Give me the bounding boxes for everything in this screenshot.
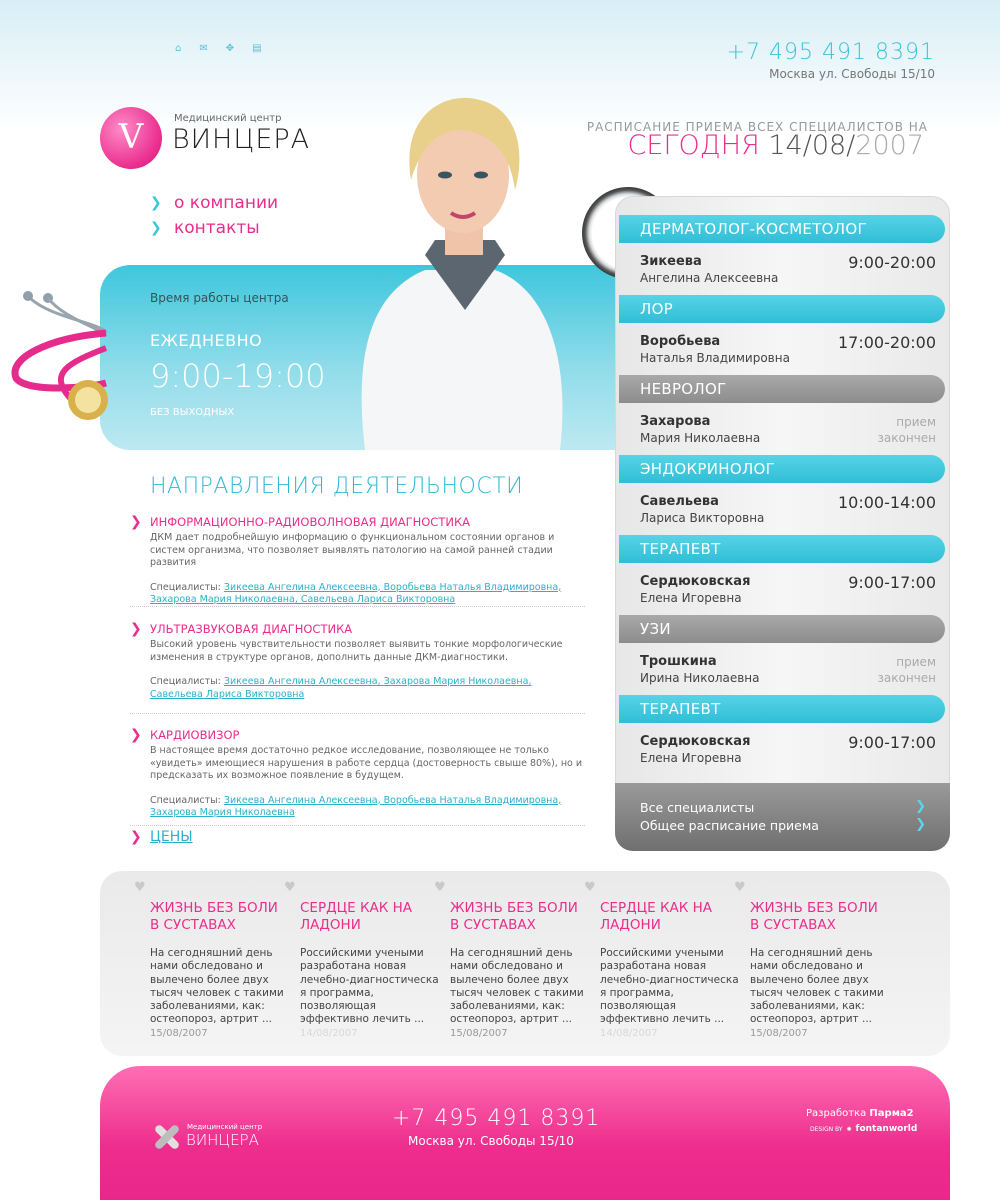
news-item [734, 880, 890, 1039]
direction-specialists [150, 676, 585, 701]
news-title[interactable]: ЖИЗНЬ БЕЗ БОЛИ В СУСТАВАХ [450, 900, 578, 933]
doctor-hours: 10:00-14:00 [838, 493, 936, 512]
schedule-row [619, 615, 945, 695]
news-title[interactable]: СЕРДЦЕ КАК НА ЛАДОНИ [600, 900, 713, 933]
direction-description: Высокий уровень чувствительности позволяет выявить тонкие морфологические изменения в структуре органов, дополнить данные ДКМ-диагностики. [150, 639, 563, 663]
doctor-given-name: Елена Игоревна [640, 591, 742, 605]
arrow-right-icon: ❯ [130, 727, 142, 743]
footer-address: Москва ул. Свободы 15/10 [408, 1134, 574, 1148]
design-brand-link[interactable]: fontanworld [855, 1124, 918, 1134]
arrow-right-icon: ❯ [130, 621, 142, 637]
specialty-bar[interactable]: ЭНДОКРИНОЛОГ [619, 455, 945, 483]
news-date: 14/08/2007 [300, 1027, 358, 1039]
doctor-surname[interactable]: Савельева [640, 494, 719, 509]
schedule-row [619, 295, 945, 375]
doctor-hours: 9:00-17:00 [848, 573, 936, 592]
working-hours-time: 9:00-19:00 [150, 357, 326, 395]
stethoscope-icon [8, 288, 108, 428]
schedule-row [619, 455, 945, 535]
arrow-right-icon: ❯ [130, 514, 142, 530]
status-line: прием [896, 655, 936, 669]
news-text: На сегодняшний день нами обследовано и вылечено более двух тысяч человек с такими заболеваниями, как: остеопороз, артрит ... [150, 947, 284, 1026]
doctor-status [846, 654, 936, 686]
design-by-label: DESIGN BY [810, 1125, 843, 1133]
news-item [284, 880, 440, 1039]
arrow-right-icon[interactable]: ❯ [915, 799, 926, 814]
schedule-row [619, 535, 945, 615]
schedule-date [628, 130, 924, 161]
specialty-bar[interactable]: ТЕРАПЕВТ [619, 695, 945, 723]
developer-link[interactable]: Парма2 [869, 1108, 914, 1119]
top-icons [175, 43, 262, 55]
specialists-label: Специалисты: [150, 581, 221, 593]
news-text: На сегодняшний день нами обследовано и вылечено более двух тысяч человек с такими заболеваниями, как: остеопороз, артрит ... [450, 947, 584, 1026]
specialty-bar[interactable]: ТЕРАПЕВТ [619, 535, 945, 563]
doctor-surname[interactable]: Зикеева [640, 254, 702, 269]
specialists-label: Специалисты: [150, 794, 221, 806]
divider [130, 825, 585, 826]
direction-name[interactable]: ИНФОРМАЦИОННО-РАДИОВОЛНОВАЯ ДИАГНОСТИКА [150, 515, 470, 529]
specialty-bar[interactable]: ЛОР [619, 295, 945, 323]
nav-item-about[interactable] [150, 190, 278, 215]
developer-credit [806, 1108, 914, 1119]
working-hours-note: БЕЗ ВЫХОДНЫХ [150, 407, 235, 418]
arrow-right-icon[interactable]: ❯ [915, 817, 926, 832]
status-line: закончен [877, 431, 936, 445]
design-credit [810, 1124, 917, 1134]
doctor-surname[interactable]: Трошкина [640, 654, 717, 669]
doctor-given-name: Елена Игоревна [640, 751, 742, 765]
footer-logo-subtitle: Медицинский центр [187, 1123, 263, 1131]
prices-item [130, 829, 193, 845]
logo-name[interactable]: ВИНЦЕРА [172, 124, 311, 155]
doctor-surname[interactable]: Воробьева [640, 334, 721, 349]
schedule-today: СЕГОДНЯ [627, 130, 760, 161]
schedule-date-year: 2007 [855, 130, 924, 161]
doctor-surname[interactable]: Сердюковская [640, 734, 751, 749]
heart-icon: ♥ [434, 880, 446, 895]
header-phone: +7 495 491 8391 [726, 40, 935, 65]
doctor-status [846, 414, 936, 446]
doctor-hours: 9:00-20:00 [848, 253, 936, 272]
header-address: Москва ул. Свободы 15/10 [769, 67, 935, 81]
general-schedule-link[interactable]: Общее расписание приема [640, 818, 819, 833]
footer-logo-name[interactable]: ВИНЦЕРА [186, 1131, 259, 1149]
nav-label: контакты [174, 217, 260, 238]
schedule-row [619, 215, 945, 295]
specialty-bar[interactable]: НЕВРОЛОГ [619, 375, 945, 403]
logo-mark[interactable]: V [100, 107, 162, 169]
all-specialists-link[interactable]: Все специалисты [640, 800, 755, 815]
news-date: 14/08/2007 [600, 1027, 658, 1039]
news-item [134, 880, 290, 1039]
direction-specialists [150, 582, 585, 607]
direction-name[interactable]: УЛЬТРАЗВУКОВАЯ ДИАГНОСТИКА [150, 622, 353, 636]
doctor-hours: 17:00-20:00 [838, 333, 936, 352]
direction-item [130, 514, 585, 607]
footer-phone: +7 495 491 8391 [392, 1106, 601, 1131]
news-title[interactable]: ЖИЗНЬ БЕЗ БОЛИ В СУСТАВАХ [750, 900, 878, 933]
directions-title: НАПРАВЛЕНИЯ ДЕЯТЕЛЬНОСТИ [150, 474, 524, 499]
specialists-link[interactable]: Зикеева Ангелина Алексеевна, Захарова Мария Николаевна, Савельева Лариса Викторовна [150, 676, 532, 700]
header-contacts [727, 40, 935, 81]
news-date: 15/08/2007 [750, 1027, 808, 1039]
arrow-right-icon: ❯ [150, 194, 162, 211]
nav-label: о компании [174, 192, 279, 213]
doctor-photo [345, 95, 575, 450]
doctor-given-name: Лариса Викторовна [640, 511, 765, 525]
specialists-label: Специалисты: [150, 676, 221, 687]
doctor-surname[interactable]: Сердюковская [640, 574, 751, 589]
specialists-link[interactable]: Зикеева Ангелина Алексеевна, Воробьева Наталья Владимировна, Захарова Мария Николаевна, Савельева Лариса Викторовна [150, 581, 562, 605]
heart-icon: ♥ [734, 880, 746, 895]
divider [130, 606, 585, 607]
news-item [434, 880, 590, 1039]
specialists-link[interactable]: Зикеева Ангелина Алексеевна, Воробьева Наталья Владимировна, Захарова Мария Николаевна [150, 794, 562, 818]
news-item [584, 880, 740, 1039]
working-hours-daily: ЕЖЕДНЕВНО [150, 331, 263, 350]
heart-icon: ♥ [284, 880, 296, 895]
doctor-given-name: Мария Николаевна [640, 431, 761, 445]
arrow-right-icon: ❯ [150, 219, 162, 236]
logo-subtitle: Медицинский центр [174, 113, 282, 124]
direction-specialists [150, 795, 585, 820]
schedule-row [619, 695, 945, 775]
news-text: На сегодняшний день нами обследовано и вылечено более двух тысяч человек с такими заболеваниями, как: остеопороз, артрит ... [750, 947, 884, 1026]
schedule-footer [615, 783, 950, 851]
working-hours-title: Время работы центра [150, 291, 289, 305]
doctor-hours: 9:00-17:00 [848, 733, 936, 752]
direction-description: ДКМ дает подробнейшую информацию о функциональном состоянии органов и систем организма, что позволяет выявлять патологию на самой ранней стадии развития [150, 532, 555, 568]
direction-item [130, 727, 585, 820]
direction-item [130, 621, 585, 701]
sitemap-icon[interactable]: ✥ [225, 43, 235, 54]
news-title[interactable]: ЖИЗНЬ БЕЗ БОЛИ В СУСТАВАХ [150, 900, 278, 933]
status-line: закончен [877, 671, 936, 685]
direction-name[interactable]: КАРДИОВИЗОР [150, 728, 240, 742]
footer-logo-icon[interactable] [150, 1120, 184, 1154]
prices-link[interactable]: ЦЕНЫ [150, 829, 193, 845]
heart-icon: ♥ [584, 880, 596, 895]
mail-icon[interactable]: ✉ [199, 43, 208, 54]
schedule-caption: РАСПИСАНИЕ ПРИЕМА ВСЕХ СПЕЦИАЛИСТОВ НА [586, 120, 928, 134]
news-date: 15/08/2007 [450, 1027, 508, 1039]
specialty-bar[interactable]: УЗИ [619, 615, 945, 643]
doctor-given-name: Ирина Николаевна [640, 671, 760, 685]
main-nav [150, 190, 278, 240]
schedule-date-day-month: 14/08/ [768, 130, 856, 161]
doctor-given-name: Ангелина Алексеевна [640, 271, 779, 285]
doctor-surname[interactable]: Захарова [640, 414, 711, 429]
divider [130, 713, 585, 714]
news-date: 15/08/2007 [150, 1027, 208, 1039]
nav-item-contacts[interactable] [150, 215, 278, 240]
status-line: прием [896, 415, 936, 429]
print-icon[interactable]: ▤ [252, 43, 262, 54]
swirl-icon: ✺ [846, 1125, 852, 1133]
doctor-given-name: Наталья Владимировна [640, 351, 790, 365]
direction-description: В настоящее время достаточно редкое исследование, позволяющее не только «увидеть» имеющиеся нарушения в работе сердца (достоверность свыше 80%), но и предсказать их возможное появление в будущем. [150, 745, 583, 781]
news-text: Российскими учеными разработана новая лечебно-диагностическа я программа, позволяющая эффективно лечить ... [600, 947, 739, 1026]
home-icon[interactable]: ⌂ [175, 43, 182, 54]
arrow-right-icon: ❯ [130, 829, 142, 845]
news-text: Российскими учеными разработана новая лечебно-диагностическа я программа, позволяющая эффективно лечить ... [300, 947, 439, 1026]
developer-label: Разработка [806, 1108, 867, 1119]
specialty-bar[interactable]: ДЕРМАТОЛОГ-КОСМЕТОЛОГ [619, 215, 945, 243]
heart-icon: ♥ [134, 880, 146, 895]
news-title[interactable]: СЕРДЦЕ КАК НА ЛАДОНИ [300, 900, 413, 933]
schedule-row [619, 375, 945, 455]
